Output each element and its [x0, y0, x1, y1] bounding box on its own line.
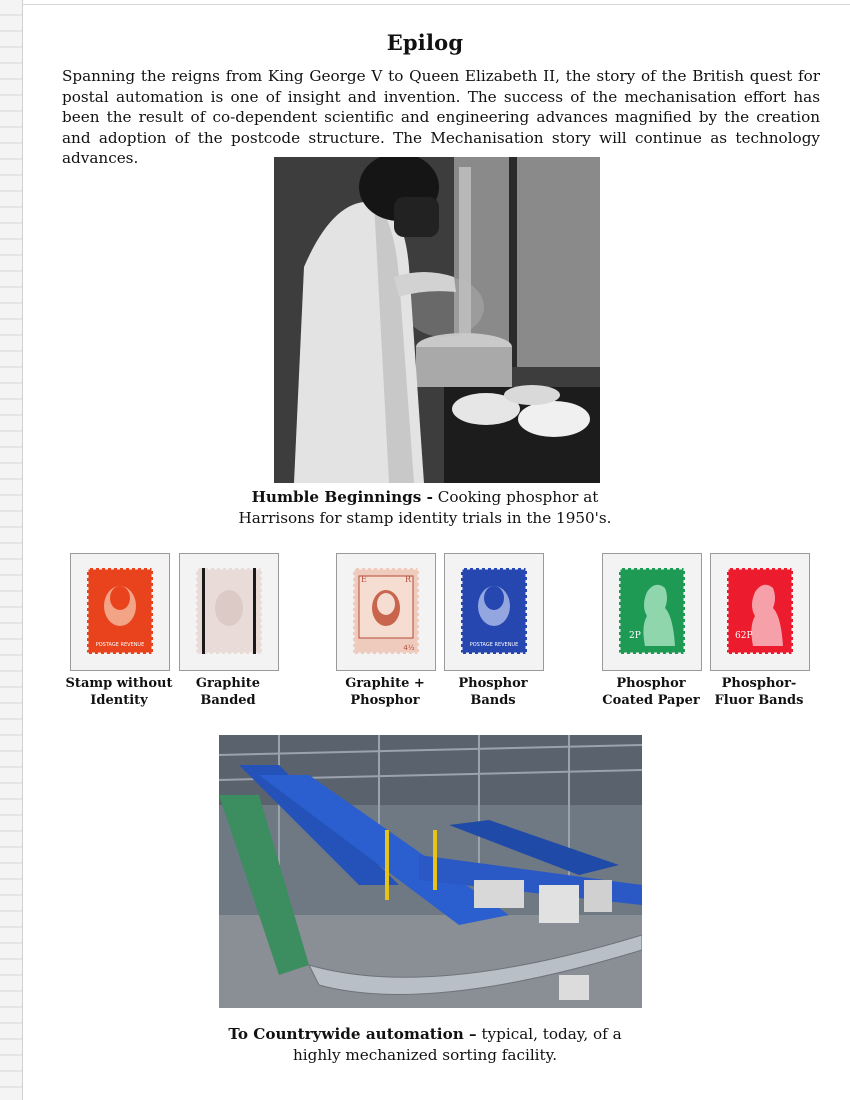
svg-text:POSTAGE REVENUE: POSTAGE REVENUE — [95, 642, 145, 648]
stamp-image — [85, 566, 155, 656]
stamp-card-phosphor-fluor-bands — [710, 553, 810, 671]
stamp-label-phosphor-coated-paper: Phosphor Coated Paper — [602, 676, 700, 708]
stamp-card-phosphor-bands — [444, 553, 544, 671]
caption-text: Cooking phosphor at — [432, 488, 599, 506]
stamp-label-phosphor-bands: Phosphor Bands — [458, 676, 528, 708]
svg-text:E: E — [361, 575, 367, 584]
caption-text-line2: Harrisons for stamp identity trials in the 1950's. — [238, 509, 612, 527]
sorting-facility-photo — [219, 735, 642, 1008]
caption-text-line2: highly mechanized sorting facility. — [292, 1046, 558, 1064]
sorting-facility-illustration — [219, 735, 642, 1008]
bottom-photo-caption — [0, 1024, 850, 1066]
stamp-image — [725, 566, 795, 656]
caption-text: typical, today, of a — [476, 1025, 622, 1043]
stamp-label-graphite-banded: Graphite Banded — [195, 676, 261, 708]
svg-text:62P: 62P — [735, 631, 753, 641]
svg-text:R: R — [405, 575, 412, 584]
phosphor-cooking-illustration — [274, 157, 600, 483]
top-rule — [22, 4, 850, 5]
phosphor-cooking-photo — [274, 157, 600, 483]
stamp-card-phosphor-coated-paper — [602, 553, 702, 671]
caption-bold: To Countrywide automation – — [228, 1025, 477, 1043]
stamp-label-without-identity: Stamp without Identity — [65, 676, 173, 708]
stamp-image — [351, 566, 421, 656]
stamp-card-graphite-banded — [179, 553, 279, 671]
page-title: Epilog — [386, 30, 464, 55]
svg-text:POSTAGE REVENUE: POSTAGE REVENUE — [469, 642, 519, 648]
stamp-card-without-identity — [70, 553, 170, 671]
svg-text:2P: 2P — [629, 631, 641, 641]
stamp-image — [194, 566, 264, 656]
stamp-label-graphite-phosphor: Graphite + Phosphor — [345, 676, 425, 708]
intro-paragraph: Spanning the reigns from King George V to Queen Elizabeth II, the story of the British quest for postal automation is one of insight and invention. The success of the mechanisation effort has been the result of co-dependent scientific and engineering advances magnified by the creation and adoption of the postcode structure. The Mechanisation story will continue as technology advances. — [62, 67, 820, 167]
binder-edge — [0, 0, 23, 1100]
stamp-image — [617, 566, 687, 656]
caption-bold: Humble Beginnings - — [251, 488, 433, 506]
stamp-image — [459, 566, 529, 656]
stamp-card-graphite-phosphor — [336, 553, 436, 671]
top-photo-caption — [0, 487, 850, 529]
stamp-label-phosphor-fluor-bands: Phosphor- Fluor Bands — [714, 676, 804, 708]
svg-text:4½: 4½ — [403, 644, 415, 652]
